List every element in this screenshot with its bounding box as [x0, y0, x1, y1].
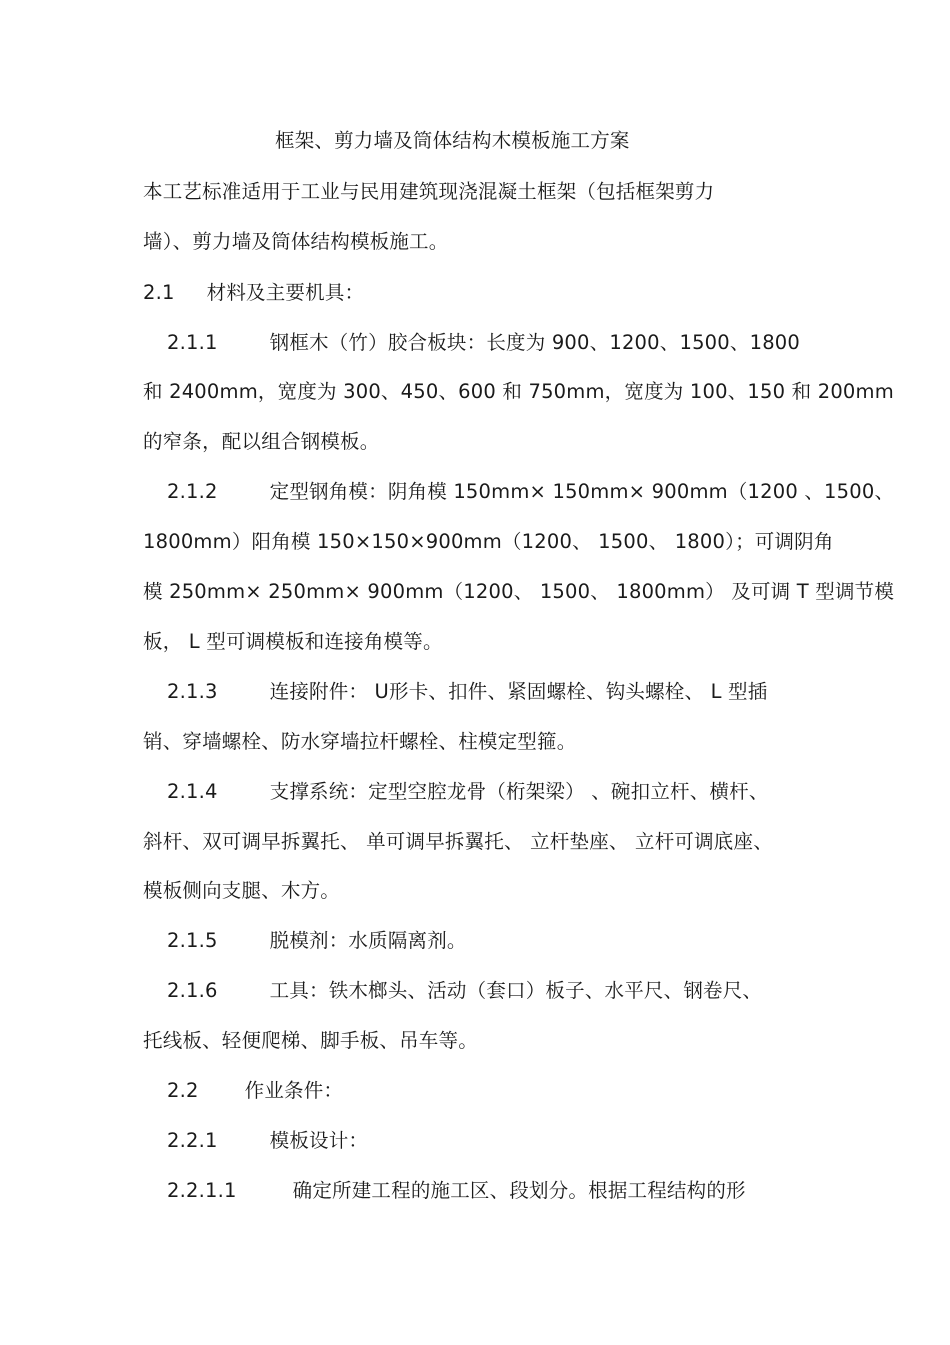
paragraph-line: [143, 630, 443, 654]
line-text: 托线板、轻便爬梯、脚手板、吊车等。: [143, 1029, 478, 1052]
line-text: 墙）、剪力墙及筒体结构模板施工。: [143, 230, 449, 253]
section-text: 钢框木（竹）胶合板块：长度为 900、1200、1500、1800: [269, 331, 801, 354]
line-text: 1800mm）阳角模 150×150×900mm（1200、 1500、 1800）；可调阴角: [143, 530, 834, 553]
section-text: 支撑系统：定型空腔龙骨（桁架梁） 、碗扣立杆、横杆、: [269, 780, 769, 803]
line-text: 模 250mm× 250mm× 900mm（1200、 1500、 1800mm） 及可调 T 型调节模: [143, 580, 895, 603]
section-heading: [143, 780, 769, 804]
section-heading: [143, 979, 762, 1003]
document-title: 框架、剪力墙及筒体结构木模板施工方案: [275, 129, 630, 152]
line-text: 和 2400mm，宽度为 300、450、600 和 750mm，宽度为 100、150 和 200mm: [143, 380, 894, 403]
section-text: 材料及主要机具：: [206, 281, 365, 304]
paragraph-line: [143, 1029, 478, 1053]
paragraph-line: [143, 380, 894, 404]
section-number: 2.2.1.1: [167, 1179, 237, 1202]
section-text: 连接附件： U形卡、扣件、紧固螺栓、钩头螺栓、 L 型插: [269, 680, 768, 703]
line-text: 的窄条，配以组合钢模板。: [143, 430, 380, 453]
line-text: 模板侧向支腿、木方。: [143, 879, 341, 902]
paragraph-line: [143, 530, 834, 554]
paragraph-line: [143, 879, 340, 903]
paragraph-line: [143, 180, 714, 204]
section-heading: [143, 281, 364, 305]
paragraph-line: [143, 730, 576, 754]
section-heading: [143, 1079, 343, 1103]
paragraph-line: [143, 830, 773, 854]
section-number: 2.1.2: [167, 480, 218, 503]
line-text: 板， L 型可调模板和连接角模等。: [143, 630, 443, 653]
section-heading: [143, 1179, 746, 1203]
paragraph-line: [143, 430, 379, 454]
section-number: 2.1.1: [167, 331, 218, 354]
section-text: 脱模剂：水质隔离剂。: [269, 929, 467, 952]
paragraph-line: [143, 580, 894, 604]
section-number: 2.2: [167, 1079, 199, 1102]
section-text: 模板设计：: [269, 1129, 369, 1152]
section-text: 工具：铁木榔头、活动（套口）板子、水平尺、钢卷尺、: [269, 979, 763, 1002]
section-number: 2.1.3: [167, 680, 218, 703]
line-text: 斜杆、双可调早拆翼托、 单可调早拆翼托、 立杆垫座、 立杆可调底座、: [143, 830, 773, 853]
section-heading: [143, 331, 800, 355]
section-number: 2.1.4: [167, 780, 218, 803]
section-heading: [143, 929, 467, 953]
line-text: 本工艺标准适用于工业与民用建筑现浇混凝土框架（包括框架剪力: [143, 180, 715, 203]
section-number: 2.1.6: [167, 979, 218, 1002]
section-number: 2.1.5: [167, 929, 218, 952]
section-number: 2.1: [143, 281, 175, 304]
section-text: 确定所建工程的施工区、段划分。根据工程结构的形: [292, 1179, 746, 1202]
line-text: 销、穿墙螺栓、防水穿墙拉杆螺栓、柱模定型箍。: [143, 730, 577, 753]
section-heading: [143, 1129, 368, 1153]
section-text: 定型钢角模：阴角模 150mm× 150mm× 900mm（1200 、1500、: [269, 480, 895, 503]
paragraph-line: [143, 230, 448, 254]
section-heading: [143, 480, 894, 504]
section-text: 作业条件：: [244, 1079, 344, 1102]
section-heading: [143, 680, 767, 704]
section-number: 2.2.1: [167, 1129, 218, 1152]
